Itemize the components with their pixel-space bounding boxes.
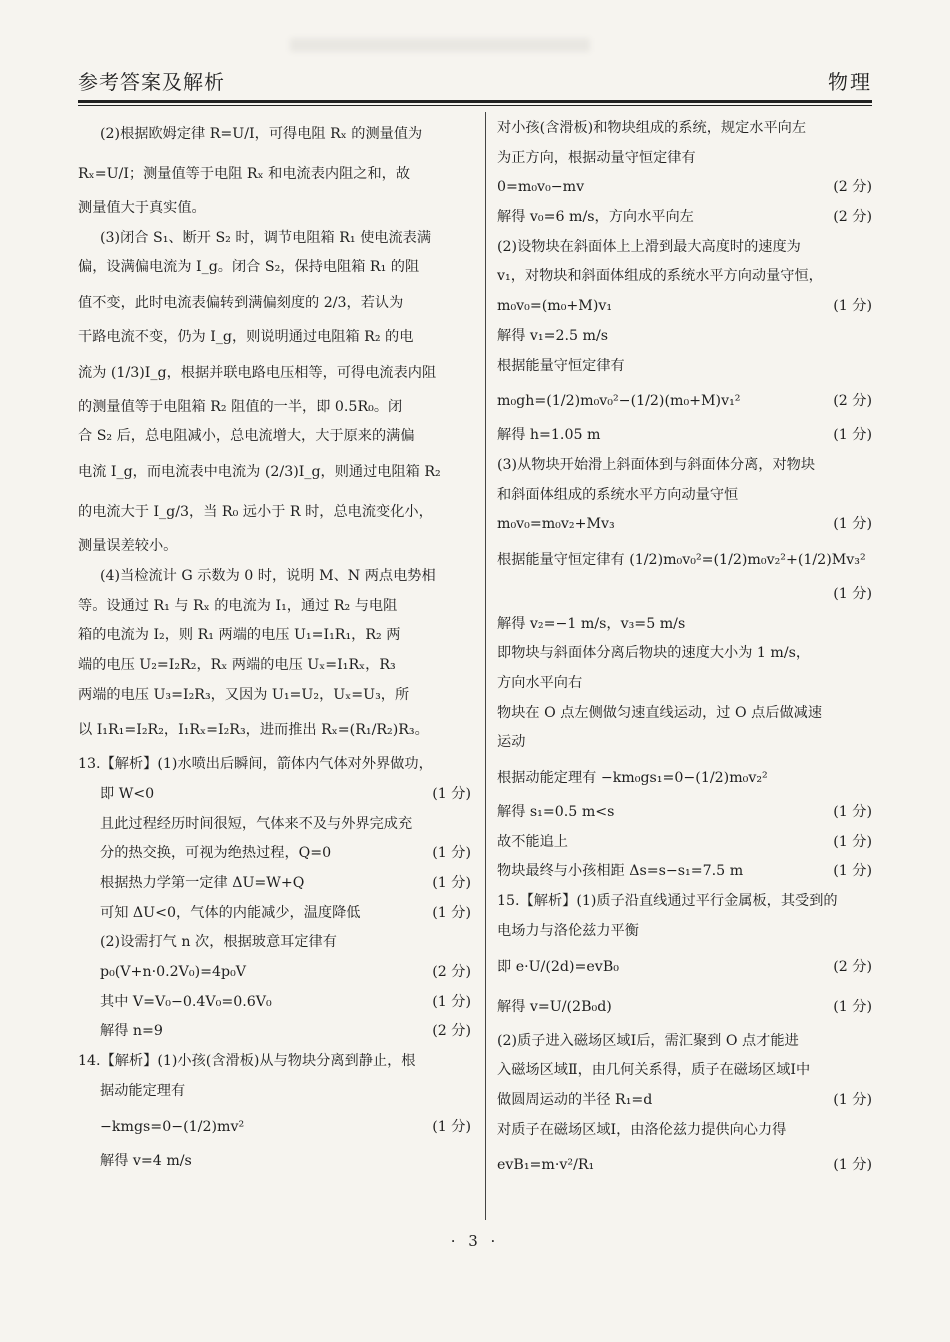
text-line xyxy=(497,481,874,511)
text-line xyxy=(497,540,874,580)
line-text: 干路电流不变，仍为 I_g，则说明通过电阻箱 R₂ 的电 xyxy=(78,329,414,346)
line-text: 解得 s₁=0.5 m<s xyxy=(497,804,615,821)
text-line xyxy=(497,292,874,322)
line-text: 运动 xyxy=(497,734,526,751)
text-line xyxy=(78,562,473,592)
score-label: (1 分) xyxy=(432,993,471,1010)
line-text: 解得 v=U/(2B₀d) xyxy=(497,998,612,1015)
score-label: (1 分) xyxy=(432,785,471,802)
line-text: (2)设物块在斜面体上上滑到最大高度时的速度为 xyxy=(497,238,801,255)
line-text: 可知 ΔU<0，气体的内能减少，温度降低 xyxy=(100,904,361,921)
line-text: 14.【解析】(1)小孩(含滑板)从与物块分离到静止，根 xyxy=(78,1053,416,1070)
text-line xyxy=(78,899,473,929)
text-line xyxy=(78,621,473,651)
header-rule-thin xyxy=(78,105,872,106)
line-text: (3)从物块开始滑上斜面体到与斜面体分离，对物块 xyxy=(497,456,816,473)
score-label: (1 分) xyxy=(833,516,872,533)
line-text: 对质子在磁场区域Ⅰ，由洛伦兹力提供向心力得 xyxy=(497,1121,787,1138)
text-line xyxy=(497,510,874,540)
text-line xyxy=(497,381,874,421)
line-text: 即 W<0 xyxy=(100,785,155,802)
text-line xyxy=(497,352,874,382)
line-text: (2)设需打气 n 次，根据玻意耳定律有 xyxy=(100,934,337,951)
line-text: (2)根据欧姆定律 R=U/I，可得电阻 Rₓ 的测量值为 xyxy=(100,126,423,142)
line-text: m₀v₀=m₀v₂+Mv₃ xyxy=(497,516,615,533)
header-rule-thick xyxy=(78,100,872,103)
text-line xyxy=(497,114,874,144)
text-line xyxy=(497,203,874,233)
line-text: 根据动能定理有 −km₀gs₁=0−(1/2)m₀v₂² xyxy=(497,770,768,787)
line-text: 方向水平向右 xyxy=(497,675,583,691)
text-line xyxy=(497,699,874,729)
text-line xyxy=(497,1116,874,1146)
score-label: (2 分) xyxy=(432,1023,471,1040)
line-text: 合 S₂ 后，总电阻减小，总电流增大，大于原来的满偏 xyxy=(78,428,415,445)
score-label: (1 分) xyxy=(833,804,872,821)
text-line xyxy=(497,233,874,263)
text-line xyxy=(78,1107,473,1147)
line-text: 解得 v₀=6 m/s，方向水平向左 xyxy=(497,209,694,226)
page-header xyxy=(78,58,872,98)
text-line xyxy=(78,928,473,958)
line-text: 且此过程经历时间很短，气体来不及与外界完成充 xyxy=(100,815,413,832)
line-text: 测量值大于真实值。 xyxy=(78,200,206,216)
line-text: 即物块与斜面体分离后物块的速度大小为 1 m/s， xyxy=(497,645,811,662)
score-label: (1 分) xyxy=(432,1118,471,1135)
left-column xyxy=(78,114,473,1176)
line-text: v₁，对物块和斜面体组成的系统水平方向动量守恒， xyxy=(497,268,823,285)
text-line xyxy=(78,1047,473,1077)
text-line xyxy=(78,750,473,780)
line-text: 偏，设满偏电流为 I_g。闭合 S₂，保持电阻箱 R₁ 的阻 xyxy=(78,259,420,276)
line-text: 15.【解析】(1)质子沿直线通过平行金属板，其受到的 xyxy=(497,893,838,910)
text-line xyxy=(78,114,473,154)
text-line xyxy=(78,592,473,622)
text-line xyxy=(497,728,874,758)
text-line xyxy=(78,681,473,711)
score-label: (2 分) xyxy=(833,179,872,196)
line-text: 的电流大于 I_g/3，当 R₀ 远小于 R 时，总电流变化小， xyxy=(78,504,433,521)
score-label: (1 分) xyxy=(833,1091,872,1108)
header-title-left: 参考答案及解析 xyxy=(78,70,225,94)
line-text: 13.【解析】(1)水喷出后瞬间，箭体内气体对外界做功， xyxy=(78,756,433,773)
page-number: · 3 · xyxy=(450,1232,500,1250)
text-line xyxy=(78,710,473,750)
header-title-right: 物理 xyxy=(828,70,872,94)
text-line xyxy=(78,839,473,869)
score-label: (2 分) xyxy=(833,393,872,410)
line-text: (4)当检流计 G 示数为 0 时，说明 M、N 两点电势相 xyxy=(100,567,436,584)
text-line xyxy=(78,1147,473,1177)
line-text: 即 e·U/(2d)=evB₀ xyxy=(497,958,619,975)
text-line xyxy=(497,610,874,640)
text-line xyxy=(78,452,473,492)
score-label: (1 分) xyxy=(833,427,872,444)
text-line xyxy=(497,262,874,292)
text-line xyxy=(78,532,473,562)
score-label: (1 分) xyxy=(833,833,872,850)
line-text: 的测量值等于电阻箱 R₂ 阻值的一半，即 0.5R₀。闭 xyxy=(78,398,403,415)
line-text: 解得 v₁=2.5 m/s xyxy=(497,327,609,344)
line-text: p₀(V+n·0.2V₀)=4p₀V xyxy=(100,964,247,981)
text-line xyxy=(497,1027,874,1057)
line-text: 物块在 O 点左侧做匀速直线运动，过 O 点后做减速 xyxy=(497,704,823,721)
line-text: −kmgs=0−(1/2)mv² xyxy=(100,1118,245,1135)
line-text: 对小孩(含滑板)和物块组成的系统，规定水平向左 xyxy=(497,120,807,136)
line-text: 解得 n=9 xyxy=(100,1023,163,1040)
text-line xyxy=(497,887,874,917)
line-text: 分的热交换，可视为绝热过程，Q=0 xyxy=(100,845,332,862)
line-text: m₀v₀=(m₀+M)v₁ xyxy=(497,298,613,315)
text-line xyxy=(78,988,473,1018)
line-text: 解得 h=1.05 m xyxy=(497,427,601,444)
line-text: 解得 v₂=−1 m/s，v₃=5 m/s xyxy=(497,615,686,632)
line-text: 和斜面体组成的系统水平方向动量守恒 xyxy=(497,486,739,503)
score-label: (1 分) xyxy=(833,298,872,315)
text-line xyxy=(78,323,473,353)
text-line xyxy=(78,810,473,840)
line-text: 以 I₁R₁=I₂R₂，I₁Rₓ=I₂R₃，进而推出 Rₓ=(R₁/R₂)R₃。 xyxy=(78,722,429,739)
line-text: 其中 V=V₀−0.4V₀=0.6V₀ xyxy=(100,993,272,1010)
text-line xyxy=(497,758,874,798)
text-line xyxy=(497,144,874,174)
score-label: (1 分) xyxy=(833,585,872,602)
text-line xyxy=(78,422,473,452)
text-line xyxy=(78,1017,473,1047)
score-label: (2 分) xyxy=(833,958,872,975)
line-text: m₀gh=(1/2)m₀v₀²−(1/2)(m₀+M)v₁² xyxy=(497,393,741,410)
text-line xyxy=(497,1056,874,1086)
line-text: 值不变，此时电流表偏转到满偏刻度的 2/3，若认为 xyxy=(78,295,404,312)
score-label: (1 分) xyxy=(432,875,471,891)
line-text: 电场力与洛伦兹力平衡 xyxy=(497,922,639,939)
text-line xyxy=(497,173,874,203)
score-label: (2 分) xyxy=(432,964,471,981)
column-divider xyxy=(485,112,486,1220)
line-text: 入磁场区域Ⅱ，由几何关系得，质子在磁场区域Ⅰ中 xyxy=(497,1062,811,1079)
line-text: 根据能量守恒定律有 (1/2)m₀v₀²=(1/2)m₀v₂²+(1/2)Mv₃² xyxy=(497,551,866,568)
text-line xyxy=(497,639,874,669)
line-text: 流为 (1/3)I_g，根据并联电路电压相等，可得电流表内阻 xyxy=(78,364,437,381)
text-line xyxy=(497,451,874,481)
line-text: 物块最终与小孩相距 Δs=s−s₁=7.5 m xyxy=(497,863,744,880)
text-line xyxy=(78,154,473,194)
text-line xyxy=(78,780,473,810)
line-text: (2)质子进入磁场区域Ⅰ后，需汇聚到 O 点才能进 xyxy=(497,1032,799,1049)
text-line xyxy=(78,1077,473,1107)
line-text: 测量误差较小。 xyxy=(78,538,178,555)
line-text: 根据能量守恒定律有 xyxy=(497,357,625,374)
line-text: evB₁=m·v²/R₁ xyxy=(497,1157,595,1174)
line-text: 箱的电流为 I₂，则 R₁ 两端的电压 U₁=I₁R₁，R₂ 两 xyxy=(78,627,401,644)
scan-artifact xyxy=(290,38,590,52)
text-line xyxy=(497,669,874,699)
score-label: (2 分) xyxy=(833,209,872,226)
text-line xyxy=(78,283,473,323)
text-line xyxy=(497,1086,874,1116)
line-text: 为正方向，根据动量守恒定律有 xyxy=(497,149,696,166)
text-line xyxy=(78,224,473,254)
text-line xyxy=(497,917,874,947)
line-text: 故不能追上 xyxy=(497,833,568,850)
score-label: (1 分) xyxy=(833,998,872,1015)
text-line xyxy=(78,869,473,899)
text-line xyxy=(78,958,473,988)
text-line xyxy=(78,253,473,283)
text-line xyxy=(78,393,473,423)
line-text: 0=m₀v₀−mv xyxy=(497,179,585,196)
text-line xyxy=(497,857,874,887)
text-line xyxy=(497,421,874,451)
text-line xyxy=(78,492,473,532)
text-line xyxy=(497,322,874,352)
line-text: Rₓ=U/I；测量值等于电阻 Rₓ 和电流表内阻之和，故 xyxy=(78,166,411,182)
text-line xyxy=(497,798,874,828)
score-label: (1 分) xyxy=(432,904,471,921)
line-text: 做圆周运动的半径 R₁=d xyxy=(497,1091,653,1108)
line-text: 解得 v=4 m/s xyxy=(100,1152,192,1169)
text-line xyxy=(497,947,874,987)
line-text: (3)闭合 S₁、断开 S₂ 时，调节电阻箱 R₁ 使电流表满 xyxy=(100,229,432,246)
line-text: 电流 I_g，而电流表中电流为 (2/3)I_g，则通过电阻箱 R₂ xyxy=(78,464,441,481)
text-line xyxy=(497,580,874,610)
text-line xyxy=(78,651,473,681)
score-label: (1 分) xyxy=(833,1157,872,1174)
score-label: (1 分) xyxy=(833,863,872,880)
text-line xyxy=(497,1145,874,1185)
right-column xyxy=(497,114,874,1185)
line-text: 据动能定理有 xyxy=(100,1082,186,1099)
line-text: 根据热力学第一定律 ΔU=W+Q xyxy=(100,875,305,891)
text-line xyxy=(78,194,473,224)
score-label: (1 分) xyxy=(432,845,471,862)
line-text: 端的电压 U₂=I₂R₂，Rₓ 两端的电压 Uₓ=I₁Rₓ，R₃ xyxy=(78,656,396,673)
text-line xyxy=(497,828,874,858)
text-line xyxy=(497,987,874,1027)
line-text: 等。设通过 R₁ 与 Rₓ 的电流为 I₁，通过 R₂ 与电阻 xyxy=(78,597,398,614)
line-text: 两端的电压 U₃=I₂R₃，又因为 U₁=U₂，Uₓ=U₃，所 xyxy=(78,686,410,703)
text-line xyxy=(78,353,473,393)
